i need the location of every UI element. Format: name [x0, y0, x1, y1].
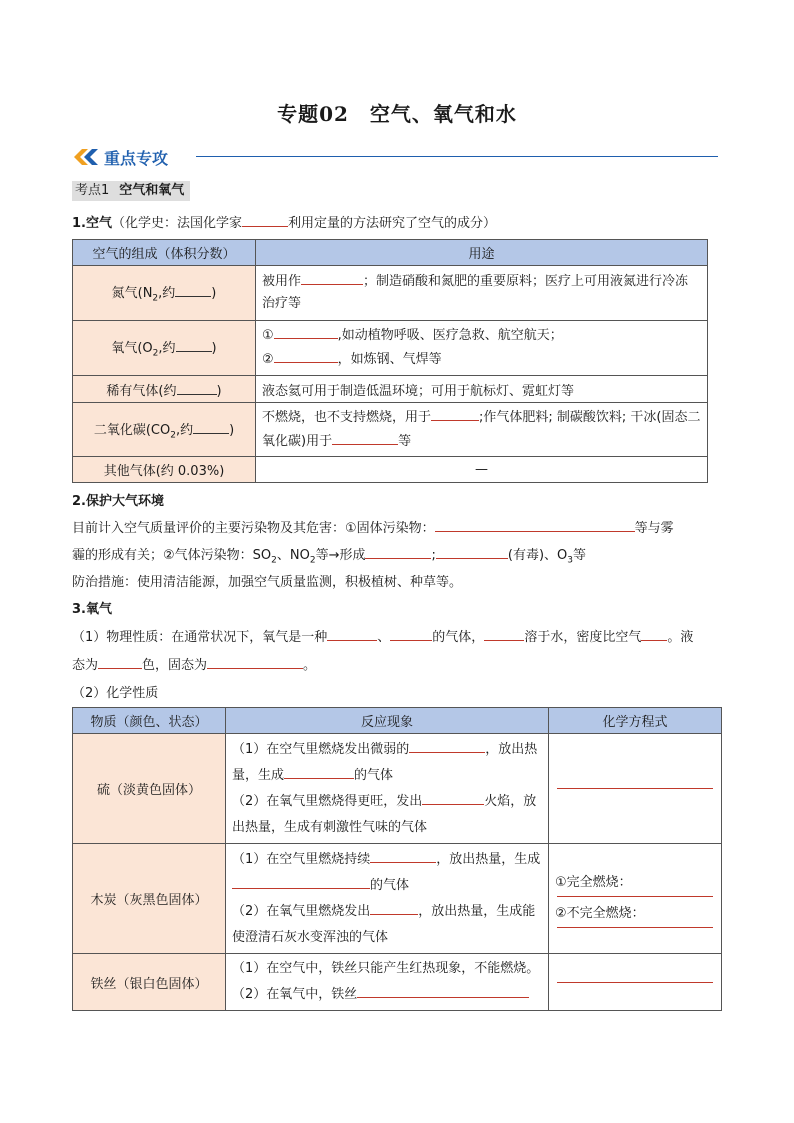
- air-composition-table: [72, 239, 708, 483]
- text: （1）在空气里燃烧持续: [232, 851, 371, 867]
- text: ①完全燃烧：: [555, 874, 632, 890]
- text: 2: [271, 555, 277, 566]
- text: （化学史：法国化学家: [111, 216, 242, 231]
- blank: [232, 876, 370, 889]
- text: ，如炼钢、气焊等: [337, 352, 442, 367]
- table-cell: [73, 266, 256, 321]
- text: 2: [152, 348, 159, 359]
- text: 的气体: [354, 767, 394, 783]
- text: 霾的形成有关；②气体污染物：SO: [72, 548, 272, 563]
- text: ): [229, 422, 235, 438]
- blank: [274, 326, 338, 339]
- blank: [357, 985, 529, 998]
- text: 2: [309, 555, 316, 566]
- text: 稀有气体(约: [106, 383, 177, 399]
- blank: [274, 350, 338, 363]
- text: 目前计入空气质量评价的主要污染物及其危害：①固体污染物：: [72, 521, 435, 536]
- text: ,约: [158, 286, 176, 302]
- text: 等→形成: [315, 548, 366, 563]
- blank: [98, 656, 142, 669]
- paragraph-air: [72, 212, 496, 231]
- table-cell: [73, 321, 256, 376]
- topic-label: [72, 181, 190, 201]
- text: ，放出热量，生成能使澄清石灰水变浑浊的气体: [232, 903, 536, 945]
- text: 等: [573, 548, 587, 563]
- text: 的气体: [370, 877, 410, 893]
- blank: [242, 214, 288, 227]
- text: 。液: [667, 630, 694, 645]
- blank: [365, 546, 431, 559]
- blank: [370, 902, 418, 915]
- text: ,约: [158, 341, 176, 357]
- table-cell: [256, 403, 708, 457]
- text: ,约: [175, 422, 194, 438]
- text: （2）在氧气里燃烧发出: [232, 903, 371, 919]
- text: 被用作: [262, 274, 302, 289]
- table-cell: 液态氦可用于制造低温环境；可用于航标灯、霓虹灯等: [256, 376, 708, 403]
- heading-air: 1.空气: [72, 216, 112, 231]
- equation-cell: [549, 734, 722, 844]
- paragraph-line: [72, 544, 586, 566]
- text: （2）在氧气里燃烧得更旺，发出: [232, 793, 423, 809]
- text: 2: [170, 430, 176, 441]
- table-cell: —: [256, 457, 708, 483]
- topic-number: 考点1: [75, 183, 110, 198]
- blank: [175, 284, 211, 297]
- table-cell: [226, 954, 549, 1011]
- oxygen-properties-table: [72, 707, 722, 1011]
- blank: [370, 850, 436, 863]
- equation-cell: [549, 954, 722, 1011]
- blank: [409, 740, 485, 753]
- blank: [436, 546, 508, 559]
- paragraph-line: [72, 626, 693, 645]
- blank: [207, 656, 303, 669]
- text: 等: [398, 433, 412, 449]
- table-cell: 其他气体(约 0.03%): [73, 457, 256, 483]
- text: 2: [152, 293, 159, 304]
- text: （1）在空气里燃烧发出微弱的: [232, 741, 410, 757]
- text: ②: [262, 352, 274, 367]
- text: （1）物理性质：在通常状况下，氧气是一种: [72, 630, 328, 645]
- text: 、NO: [276, 548, 310, 563]
- text: ①: [262, 328, 274, 343]
- text: （1）在空气中，铁丝只能产生红热现象，不能燃烧。: [232, 961, 540, 976]
- text: 氮气(N: [111, 286, 153, 302]
- section-header: [74, 146, 718, 168]
- paragraph-line: （2）化学性质: [72, 686, 159, 701]
- text: 氧气(O: [111, 341, 153, 357]
- answer-line: [557, 927, 713, 928]
- blank: [284, 766, 354, 779]
- heading-oxygen: 3.氧气: [72, 602, 112, 617]
- text: ): [216, 383, 222, 399]
- table-cell: 铁丝（银白色固体）: [73, 954, 226, 1011]
- table-cell: [256, 266, 708, 321]
- text: 3: [567, 555, 573, 566]
- text: ;作气体肥料; 制碳酸饮料; 干冰(固态二氧化碳)用于: [262, 409, 701, 449]
- paragraph-line: 防治措施：使用清洁能源，加强空气质量监测，积极植树、种草等。: [72, 575, 463, 590]
- paragraph-line: [72, 654, 316, 673]
- text: ；制造硝酸和氮肥的重要原料；医疗上可用液氮进行冷冻治疗等: [262, 274, 689, 311]
- text: ): [211, 341, 217, 357]
- blank: [301, 272, 363, 285]
- table-header: 用途: [256, 240, 708, 266]
- topic-title: 空气和氧气: [119, 183, 185, 198]
- blank: [332, 432, 398, 445]
- text: 色，固态为: [142, 658, 208, 673]
- table-cell: [226, 844, 549, 954]
- answer-line: [557, 788, 713, 789]
- blank: [431, 408, 479, 421]
- section-label: 重点专攻: [104, 149, 169, 168]
- table-header: 化学方程式: [549, 708, 722, 734]
- table-cell: [226, 734, 549, 844]
- table-cell: 木炭（灰黑色固体）: [73, 844, 226, 954]
- answer-line: [557, 896, 713, 897]
- text: （2）在氧气中，铁丝: [232, 987, 358, 1002]
- blank: [176, 339, 212, 352]
- table-cell: [73, 376, 256, 403]
- page-title: 专题02 空气、氧气和水: [277, 102, 517, 126]
- text: ，放出热量，生成: [232, 741, 538, 783]
- answer-line: [557, 982, 713, 983]
- blank: [177, 382, 217, 395]
- text: ②不完全燃烧：: [555, 905, 645, 921]
- text: 态为: [72, 658, 99, 673]
- table-header: 反应现象: [226, 708, 549, 734]
- equation-cell: [549, 844, 722, 954]
- text: 溶于水，密度比空气: [524, 630, 642, 645]
- text: 的气体，: [432, 630, 485, 645]
- text: 火焰，放出热量，生成有刺激性气味的气体: [232, 793, 537, 835]
- text: ,如动植物呼吸、医疗急救、航空航天；: [337, 328, 563, 343]
- text: 、: [377, 630, 391, 645]
- blank: [390, 628, 432, 641]
- blank: [422, 792, 484, 805]
- double-chevron-icon: [74, 149, 100, 165]
- blank: [641, 628, 667, 641]
- blank: [484, 628, 524, 641]
- table-header: 空气的组成（体积分数）: [73, 240, 256, 266]
- text: 。: [303, 658, 317, 673]
- text: 二氧化碳(CO: [93, 422, 171, 438]
- table-header: 物质（颜色、状态）: [73, 708, 226, 734]
- heading-environment: 2.保护大气环境: [72, 494, 164, 509]
- paragraph-line: [72, 517, 674, 536]
- text: 不燃烧，也不支持燃烧，用于: [262, 409, 432, 425]
- text: ，放出热量，生成: [436, 851, 541, 867]
- text: 利用定量的方法研究了空气的成分）: [288, 216, 497, 231]
- table-cell: 硫（淡黄色固体）: [73, 734, 226, 844]
- blank: [193, 421, 229, 434]
- section-divider: [196, 156, 718, 157]
- blank: [435, 519, 635, 532]
- text: 等与雾: [634, 521, 674, 536]
- text: ): [211, 286, 217, 302]
- text: (有毒)、O: [507, 548, 568, 563]
- text: ;: [431, 548, 436, 563]
- table-cell: [73, 403, 256, 457]
- table-cell: [256, 321, 708, 376]
- blank: [327, 628, 377, 641]
